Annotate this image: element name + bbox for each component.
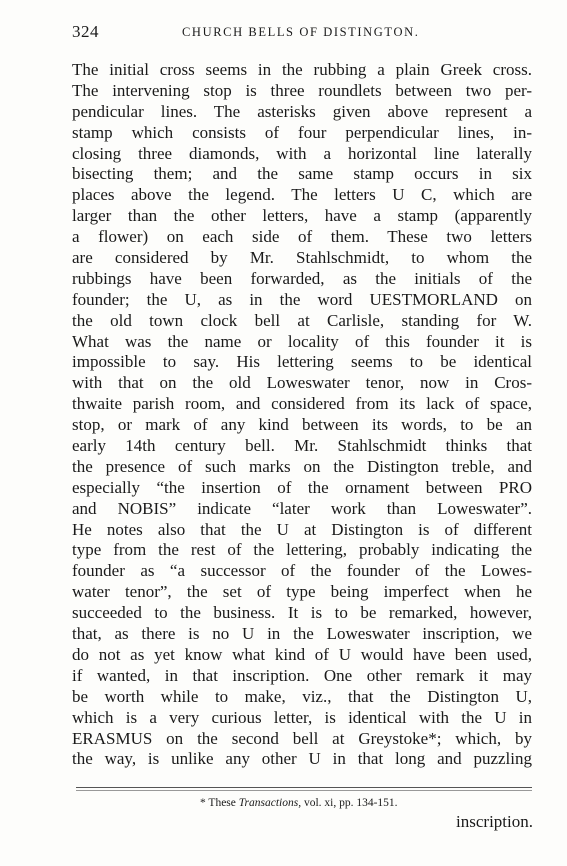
catchword: inscription. (456, 812, 533, 831)
body-line: rubbings have been forwarded, as the initials of the (72, 268, 532, 288)
footnote (200, 797, 398, 809)
body-line: He notes also that the U at Distington is of different (72, 519, 532, 539)
body-line: be worth while to make, viz., that the Distington U, (72, 686, 532, 706)
body-line: founder as “a successor of the founder of the Lowes- (72, 561, 532, 581)
body-line: with that on the old Loweswater tenor, now in Cros- (72, 373, 532, 393)
footnote-rule-secondary (76, 790, 532, 791)
body-line: succeeded to the business. It is to be remarked, however, (72, 603, 532, 623)
footnote-rule (76, 787, 532, 788)
body-line: which is a very curious letter, is identical with the U in (72, 707, 532, 727)
body-line: stamp which consists of four perpendicular lines, in- (72, 122, 532, 142)
footnote-prefix: * These (200, 797, 239, 809)
running-head: CHURCH BELLS OF DISTINGTON. (182, 25, 420, 39)
body-line: a flower) on each side of them. These two letters (72, 227, 532, 247)
body-line: ERASMUS on the second bell at Greystoke*; which, by (72, 728, 532, 748)
body-line: The intervening stop is three roundlets between two per- (72, 80, 532, 100)
body-line: if wanted, in that inscription. One other remark it may (72, 665, 532, 685)
body-line: the presence of such marks on the Distington treble, and (72, 456, 532, 476)
body-line: water tenor”, the set of type being imperfect when he (72, 582, 532, 602)
body-line: larger than the other letters, have a stamp (apparently (72, 206, 532, 226)
body-line: and NOBIS” indicate “later work than Loweswater”. (72, 498, 532, 518)
body-line: especially “the insertion of the ornament between PRO (72, 477, 532, 497)
page-header (72, 22, 532, 44)
page-number: 324 (72, 22, 99, 41)
body-line: stop, or mark of any kind between its words, to be an (72, 415, 532, 435)
body-line: that, as there is no U in the Loweswater inscription, we (72, 624, 532, 644)
body-line: type from the rest of the lettering, probably indicating the (72, 540, 532, 560)
body-line: the old town clock bell at Carlisle, standing for W. (72, 310, 532, 330)
body-line: impossible to say. His lettering seems to be identical (72, 352, 532, 372)
body-line: closing three diamonds, with a horizontal line laterally (72, 143, 532, 163)
body-line: bisecting them; and the same stamp occurs in six (72, 164, 532, 184)
body-text (72, 60, 532, 770)
body-line: founder; the U, as in the word UESTMORLAND on (72, 289, 532, 309)
body-line: places above the legend. The letters U C, which are (72, 185, 532, 205)
body-line: What was the name or locality of this founder it is (72, 331, 532, 351)
body-line: The initial cross seems in the rubbing a plain Greek cross. (72, 60, 532, 79)
body-line: the way, is unlike any other U in that long and puzzling (72, 749, 532, 769)
footnote-italic: Transactions, (238, 797, 302, 809)
footnote-suffix: vol. xi, pp. 134-151. (301, 797, 398, 809)
body-line: do not as yet know what kind of U would have been used, (72, 644, 532, 664)
body-line: early 14th century bell. Mr. Stahlschmidt thinks that (72, 436, 532, 456)
body-line: thwaite parish room, and considered from its lack of space, (72, 394, 532, 414)
body-line: pendicular lines. The asterisks given above represent a (72, 101, 532, 121)
body-line: are considered by Mr. Stahlschmidt, to whom the (72, 248, 532, 268)
